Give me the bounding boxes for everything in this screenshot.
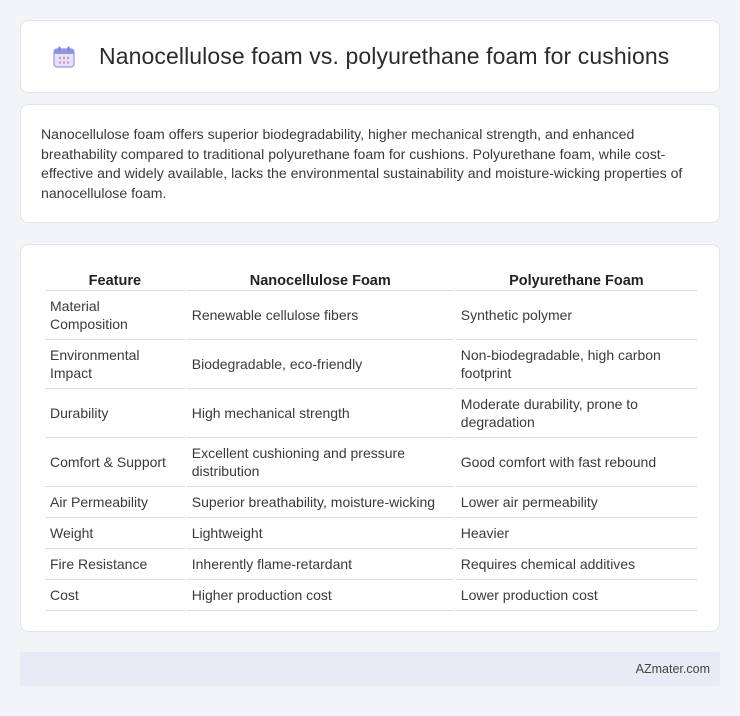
feature-cell: Environmental Impact xyxy=(45,340,185,389)
polyurethane-cell: Good comfort with fast rebound xyxy=(456,438,697,487)
header-feature: Feature xyxy=(45,265,185,291)
table-row xyxy=(45,438,697,487)
feature-cell: Durability xyxy=(45,389,185,438)
nanocellulose-cell: Renewable cellulose fibers xyxy=(187,291,454,340)
polyurethane-cell: Lower air permeability xyxy=(456,487,697,518)
page-title: Nanocellulose foam vs. polyurethane foam for cushions xyxy=(99,43,670,69)
header-card xyxy=(20,20,720,93)
polyurethane-cell: Heavier xyxy=(456,518,697,549)
feature-cell: Air Permeability xyxy=(45,487,185,518)
comparison-table-card xyxy=(20,244,720,632)
footer-bar xyxy=(20,652,720,686)
footer-brand: AZmater.com xyxy=(635,662,710,676)
polyurethane-cell: Moderate durability, prone to degradation xyxy=(456,389,697,438)
feature-cell: Cost xyxy=(45,580,185,611)
nanocellulose-cell: High mechanical strength xyxy=(187,389,454,438)
polyurethane-cell: Lower production cost xyxy=(456,580,697,611)
nanocellulose-cell: Inherently flame-retardant xyxy=(187,549,454,580)
header-nanocellulose: Nanocellulose Foam xyxy=(187,265,454,291)
table-row xyxy=(45,549,697,580)
feature-cell: Fire Resistance xyxy=(45,549,185,580)
table-row xyxy=(45,580,697,611)
header-polyurethane: Polyurethane Foam xyxy=(456,265,697,291)
table-header-row xyxy=(45,265,697,291)
nanocellulose-cell: Biodegradable, eco-friendly xyxy=(187,340,454,389)
table-row xyxy=(45,518,697,549)
feature-cell: Material Composition xyxy=(45,291,185,340)
nanocellulose-cell: Lightweight xyxy=(187,518,454,549)
table-row xyxy=(45,340,697,389)
polyurethane-cell: Non-biodegradable, high carbon footprint xyxy=(456,340,697,389)
feature-cell: Weight xyxy=(45,518,185,549)
feature-cell: Comfort & Support xyxy=(45,438,185,487)
table-row xyxy=(45,487,697,518)
table-row xyxy=(45,291,697,340)
summary-text: Nanocellulose foam offers superior biodegradability, higher mechanical strength, and enhanced breathability compared to traditional polyurethane foam for cushions. Polyurethane foam, while cost-effective and widely available, lacks the environmental sustainability and moisture-wicking properties of nanocellulose foam. xyxy=(41,126,683,201)
nanocellulose-cell: Superior breathability, moisture-wicking xyxy=(187,487,454,518)
nanocellulose-cell: Excellent cushioning and pressure distribution xyxy=(187,438,454,487)
nanocellulose-cell: Higher production cost xyxy=(187,580,454,611)
calendar-icon xyxy=(51,44,77,70)
polyurethane-cell: Synthetic polymer xyxy=(456,291,697,340)
summary-card xyxy=(20,104,720,223)
table-row xyxy=(45,389,697,438)
polyurethane-cell: Requires chemical additives xyxy=(456,549,697,580)
comparison-table xyxy=(43,265,699,611)
